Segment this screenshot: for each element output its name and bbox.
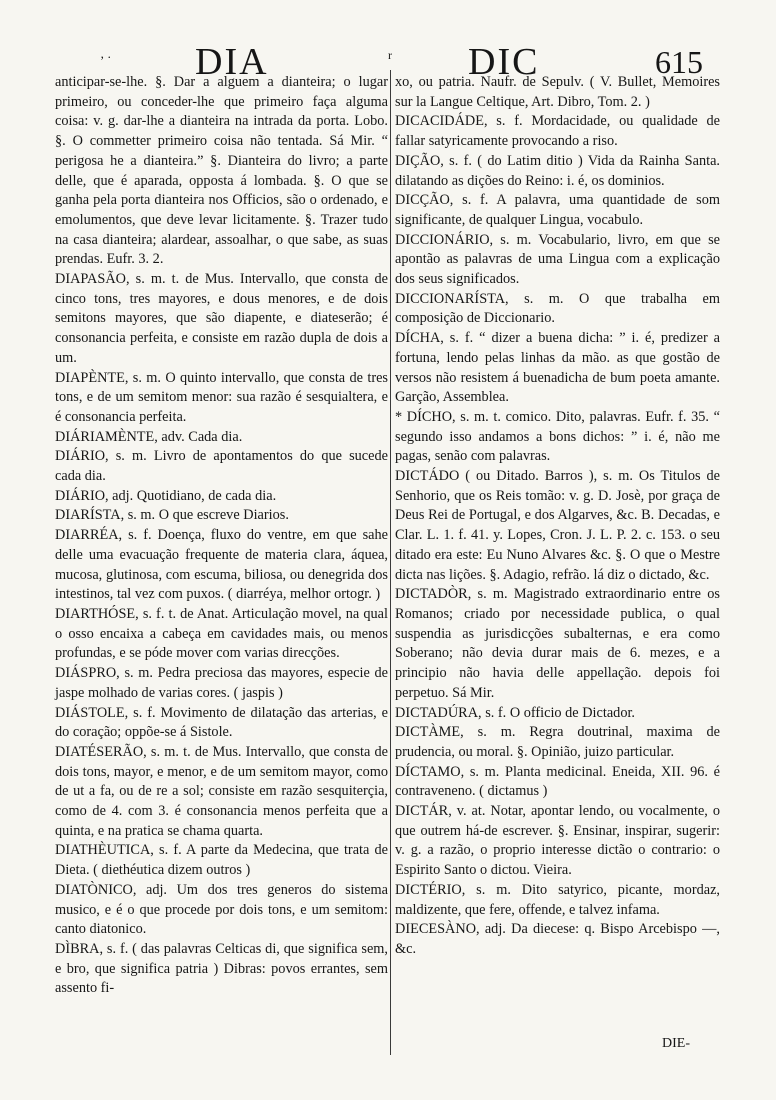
- entry: DICTÉRIO, s. m. Dito satyrico, picante, mordaz, maldizente, que fere, offende, e talvez infama.: [395, 881, 720, 918]
- entry: DICÇÃO, s. f. A palavra, uma quantidade de som significante, de qualquer Lingua, vocabulo.: [395, 192, 720, 228]
- entry: anticipar-se-lhe. §. Dar a alguem a dianteira; o lugar primeiro, ou conceder-lhe que primeiro faça alguma coisa: v. g. dar-lhe a dianteira na intrada da porta. Lobo. §. O commetter primeiro coisa não tentada. Sá Mir. “ perigosa he a dianteira.” §. Dianteira do livro; a parte delle, que é aparada, opposta á lombada. §. O que se ganha pela porta dianteira nos Officios, são o ordenado, e emolumentos, que deve levar licitamente. §. Trazer tudo na casa dianteira; alardear, assoalhar, o que sabe, as suas prendas. Eufr. 3. 2.: [55, 74, 388, 268]
- header-left-mark: ‚ .: [100, 46, 111, 61]
- entry: DICTADÚRA, s. f. O officio de Dictador.: [395, 704, 636, 721]
- entry: DÍCTAMO, s. m. Planta medicinal. Eneida, XII. 96. é contraveneno. ( dictamus ): [395, 763, 720, 800]
- entry: DICTÁR, v. at. Notar, apontar lendo, ou vocalmente, o que outrem há-de escrever. §. Ensinar, inspirar, sugerir: v. g. a razão, o proprio interesse dictão o contrario: o Espirito Santo o dictou. Vieira.: [395, 803, 720, 879]
- page-number: 615: [655, 44, 703, 80]
- entry: DÌBRA, s. f. ( das palavras Celticas di, que significa sem, e bro, que significa patria ) Dibras: povos errantes, sem assento fi-: [55, 940, 388, 997]
- entry: DIARÍSTA, s. m. O que escreve Diarios.: [55, 507, 289, 524]
- entry: DIÇÃO, s. f. ( do Latim ditio ) Vida da Rainha Santa. dilatando as dições do Reino: i. é, os dominios.: [395, 152, 720, 189]
- entry: DIATHÈUTICA, s. f. A parte da Medecina, que trata de Dieta. ( diethéutica dizem outros ): [55, 842, 388, 879]
- right-column: [395, 73, 720, 960]
- entry: DIARTHÓSE, s. f. t. de Anat. Articulação movel, na qual o osso encaixa a cabeça em cavidades mais, ou menos profundas, e se póde mover com varias direcções.: [55, 605, 388, 662]
- header-center-mark: r: [388, 48, 392, 62]
- entry: DICTÀME, s. m. Regra doutrinal, maxima de prudencia, ou moral. §. Opinião, juizo particular.: [395, 724, 720, 760]
- entry: DÍCHA, s. f. “ dizer a buena dicha: ” i. é, predizer a fortuna, lendo pelas linhas da mão. as que gostão de versos não resistem á buenadicha de bum poeta amante. Garção, Assemblea.: [395, 330, 720, 406]
- entry: DIATÉSERÃO, s. m. t. de Mus. Intervallo, que consta de dois tons, mayor, e menor, e de um semitom mayor, como de ut a fa, ou de re a sol; consiste em razão sesquiterçia, como de 4. com 3. é consonancia menos perfeita que a quinta, e na pratica se chama quarta.: [55, 743, 388, 839]
- entry: DIÁRIO, adj. Quotidiano, de cada dia.: [55, 487, 277, 504]
- entry: DIATÒNICO, adj. Um dos tres generos do sistema musico, e é o que procede por dois tons, e um semitom: canto diatonico.: [55, 881, 388, 938]
- entry: DIARRÉA, s. f. Doença, fluxo do ventre, em que sahe delle uma evacuação frequente de materia clara, áquea, mucosa, glutinosa, com escuma, biliosa, ou denegrida dos intestinos, tal vez com puxos. ( diarréya, melhor ortogr. ): [55, 527, 388, 603]
- entry: DICTÁDO ( ou Ditado. Barros ), s. m. Os Titulos de Senhorio, que os Reis tomão: v. g. D. Josè, por graça de Deus Rei de Portugal, e dos Algarves, &c. B. Decadas, e Clar. L. 1. f. 41. y. Lopes, Cron. J. L. P. 2. c. 153. o seu ditado era este: Eu Nuno Alvares &c. §. O que o Mestre dicta nas lições. §. Adagio, refrão. lá diz o dictado, &c.: [395, 468, 720, 583]
- entry: DICTADÒR, s. m. Magistrado extraordinario entre os Romanos; criado por necessidade publica, o qual suspendia as jurisdicções subalternas, e era como Soberano; não devia durar mais de 6. mezes, e a principio não havia delle appellação. depois foi perpetuo. Sá Mir.: [395, 586, 720, 701]
- header-right-word: DIC: [468, 41, 540, 83]
- header-left-word: DIA: [195, 41, 269, 83]
- entry: DIÁSPRO, s. m. Pedra preciosa das mayores, especie de jaspe molhado de varias cores. ( jaspis ): [55, 665, 388, 701]
- column-divider: [390, 70, 391, 1055]
- entry: xo, ou patria. Naufr. de Sepulv. ( V. Bullet, Memoires sur la Langue Celtique, Art. Dibro, Tom. 2. ): [395, 74, 720, 110]
- entry: DICCIONÁRIO, s. m. Vocabulario, livro, em que se apontão as palavras de uma Lingua com a explicação dos seus significados.: [395, 231, 720, 288]
- catchword: DIE-: [662, 1036, 690, 1051]
- entry: DIECESÀNO, adj. Da diecese: q. Bispo Arcebispo —, &c.: [395, 921, 720, 957]
- entry: DIÁRIAMÈNTE, adv. Cada dia.: [55, 428, 243, 445]
- entry: DIAPÈNTE, s. m. O quinto intervallo, que consta de tres tons, e de um semitom menor: sua razão é sesquialtera, e é consonancia perfeita.: [55, 369, 388, 425]
- entry: DIÁSTOLE, s. f. Movimento de dilatação das arterias, e do coração; oppõe-se á Sistole.: [55, 704, 388, 741]
- entry: DICACIDÁDE, s. f. Mordacidade, ou qualidade de fallar satyricamente provocando a riso.: [395, 113, 720, 150]
- entry: DICCIONARÍSTA, s. m. O que trabalha em composição de Diccionario.: [395, 290, 720, 327]
- entry: * DÍCHO, s. m. t. comico. Dito, palavras. Eufr. f. 35. “ segundo isso andamos a bons dichos: ” i. é, não me pagas, senão com palavras.: [395, 408, 720, 465]
- entry: DIÁRIO, s. m. Livro de apontamentos do que sucede cada dia.: [55, 448, 388, 485]
- entry: DIAPASÃO, s. m. t. de Mus. Intervallo, que consta de cinco tons, tres mayores, e dous menores, e de dois semitons mayores, que são diapente, e diateserão; é consonancia perfeita, e consiste em razão dupla de dois a um.: [55, 271, 388, 366]
- left-column: [55, 73, 388, 999]
